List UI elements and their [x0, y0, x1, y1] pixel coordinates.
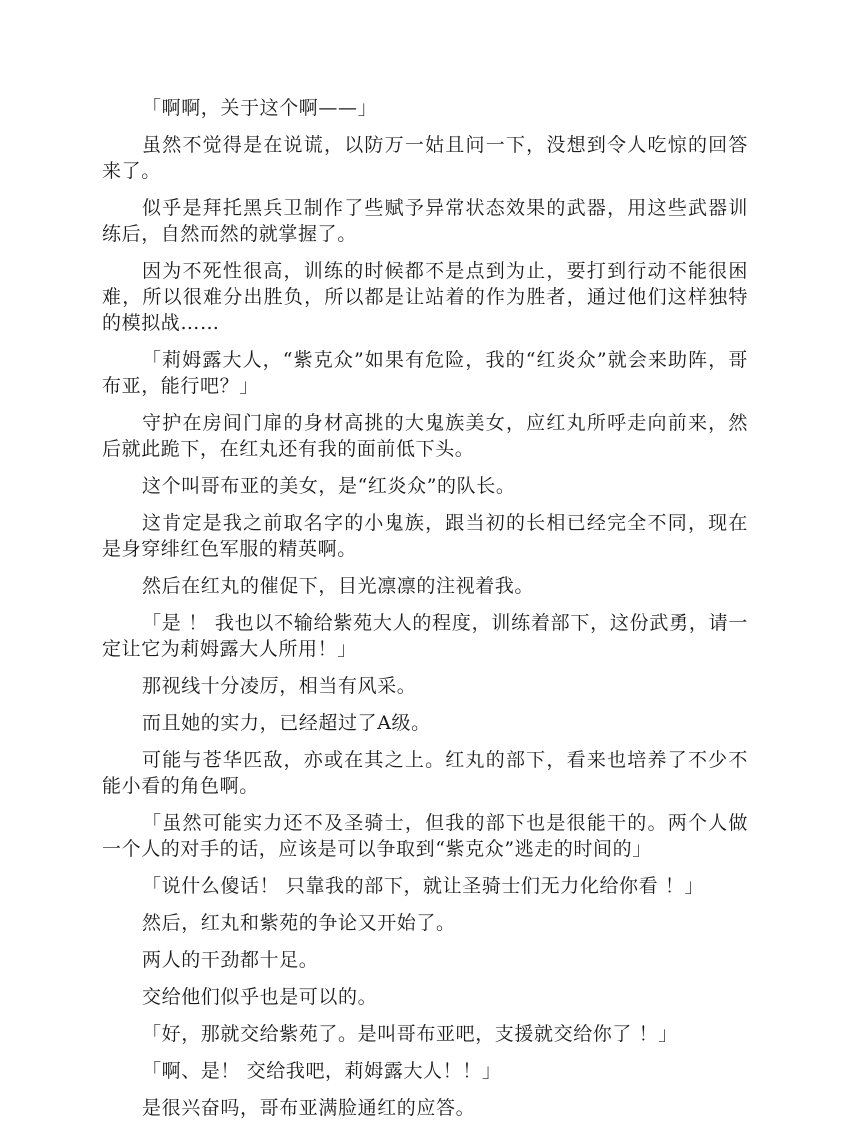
- paragraph: 「是 ！ 我也以不输给紫苑大人的程度，训练着部下，这份武勇，请一定让它为莉姆露大人所用！」: [102, 612, 748, 660]
- paragraph: 因为不死性很高，训练的时候都不是点到为止，要打到行动不能很困难，所以很难分出胜负，所以都是让站着的作为胜者，通过他们这样独特的模拟战……: [102, 260, 748, 334]
- paragraph: 然后在红丸的催促下，目光凛凛的注视着我。: [142, 575, 535, 597]
- paragraph: 交给他们似乎也是可以的。: [142, 986, 378, 1008]
- paragraph: 「好，那就交给紫苑了。是叫哥布亚吧，支援就交给你了 ！」: [142, 1023, 678, 1045]
- paragraph: 「啊啊，关于这个啊——」: [142, 97, 378, 119]
- paragraph: 两人的干劲都十足。: [142, 949, 319, 971]
- paragraph: 这个叫哥布亚的美女，是“红炎众”的队长。: [142, 475, 516, 497]
- paragraph: 是很兴奋吗，哥布亚满脸通红的应答。: [142, 1097, 476, 1119]
- document-body: [102, 95, 748, 1132]
- paragraph: 然后，红丸和紫苑的争论又开始了。: [142, 912, 456, 934]
- paragraph: 「啊、是！ 交给我吧，莉姆露大人！！」: [142, 1060, 502, 1082]
- paragraph: 似乎是拜托黑兵卫制作了些赋予异常状态效果的武器，用这些武器训练后，自然而然的就掌握了。: [102, 197, 748, 245]
- paragraph: 那视线十分凌厉，相当有风采。: [142, 675, 417, 697]
- paragraph: 虽然不觉得是在说谎，以防万一姑且问一下，没想到令人吃惊的回答来了。: [102, 134, 748, 182]
- paragraph: 可能与苍华匹敌，亦或在其之上。红丸的部下，看来也培养了不少不能小看的角色啊。: [102, 749, 748, 797]
- paragraph: 守护在房间门扉的身材高挑的大鬼族美女，应红丸所呼走向前来，然后就此跪下，在红丸还有我的面前低下头。: [102, 412, 748, 460]
- paragraph: 「虽然可能实力还不及圣骑士，但我的部下也是很能干的。两个人做一个人的对手的话，应该是可以争取到“紫克众”逃走的时间的」: [102, 812, 748, 860]
- paragraph: 「莉姆露大人，“紫克众”如果有危险，我的“红炎众”就会来助阵，哥布亚，能行吧？」: [102, 349, 748, 397]
- paragraph: 「说什么傻话！ 只靠我的部下，就让圣骑士们无力化给你看 ！」: [142, 875, 705, 897]
- paragraph: 而且她的实力，已经超过了A级。: [142, 712, 431, 734]
- paragraph: 这肯定是我之前取名字的小鬼族，跟当初的长相已经完全不同，现在是身穿绯红色军服的精英啊。: [102, 512, 748, 560]
